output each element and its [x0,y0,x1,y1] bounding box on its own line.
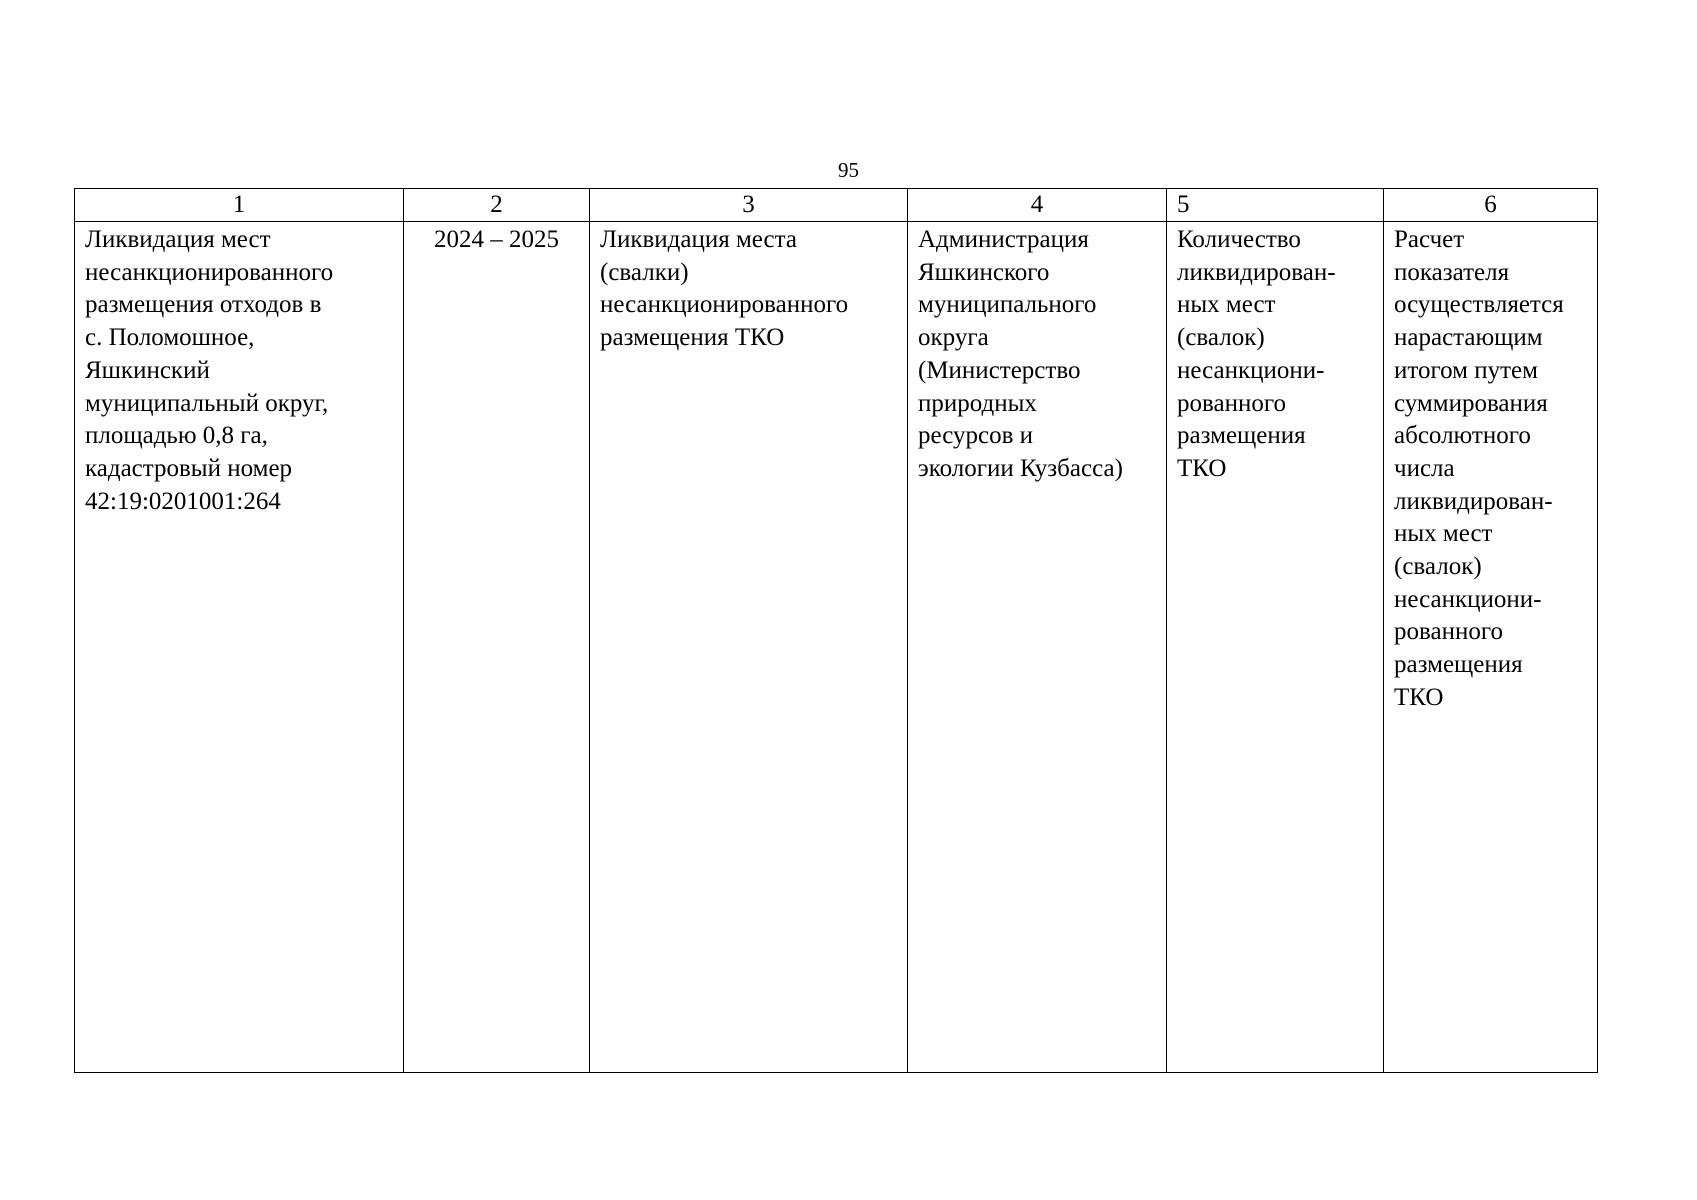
cell-line: нарастающим [1394,324,1543,352]
column-number-5: 5 [1167,189,1384,222]
cell-line: (свалки) [600,258,689,286]
cell-line: природных [918,389,1037,417]
cell-line: показателя [1394,258,1510,286]
cell-line: муниципального [918,291,1097,319]
cell-line: кадастровый номер [85,454,293,482]
column-number-1: 1 [75,189,404,222]
cell-line: размещения отходов в [85,291,322,319]
cell-line: Яшкинского [918,258,1050,286]
period-cell [404,222,590,1073]
cell-line: Ликвидация мест [85,226,271,253]
cell-line: размещения [1394,651,1523,679]
table-row [75,222,1598,1073]
cell-line: 2024 – 2025 [434,226,559,253]
calculation-method-cell [1384,222,1598,1073]
cell-line: ных мест [1394,520,1493,548]
cell-line: (Министерство [918,356,1081,384]
data-table [74,188,1598,1073]
cell-line: с. Поломошное, [85,324,255,352]
cell-line: ликвидирован- [1394,487,1553,515]
cell-line: (свалок) [1394,553,1482,581]
cell-line: Администрация [918,226,1089,253]
column-number-6: 6 [1384,189,1598,222]
cell-line: размещения ТКО [600,324,785,352]
result-cell [590,222,908,1073]
cell-line: рованного [1394,618,1503,646]
cell-line: числа [1394,454,1455,482]
cell-line: (свалок) [1177,324,1265,352]
table-header-row [75,189,1598,222]
cell-line: площадью 0,8 га, [85,422,268,450]
column-number-4: 4 [908,189,1167,222]
cell-line: Яшкинский [85,356,210,384]
cell-line: суммирования [1394,389,1548,417]
cell-line: 42:19:0201001:264 [85,487,281,515]
cell-line: размещения [1177,422,1306,450]
cell-line: несанкциони- [1394,585,1542,613]
cell-line: несанкционированного [85,258,334,286]
page-number: 95 [838,158,859,182]
cell-line: абсолютного [1394,422,1531,450]
cell-line: осуществляется [1394,291,1564,319]
cell-line: несанкционированного [600,291,849,319]
event-description-cell [75,222,404,1073]
responsible-cell [908,222,1167,1073]
cell-line: несанкциони- [1177,356,1325,384]
column-number-2: 2 [404,189,590,222]
cell-line: ных мест [1177,291,1276,319]
indicator-cell [1167,222,1384,1073]
cell-line: Количество [1177,226,1301,253]
cell-line: рованного [1177,389,1286,417]
cell-line: ресурсов и [918,422,1034,450]
cell-line: муниципальный округ, [85,389,329,417]
cell-line: экологии Кузбасса) [918,454,1123,482]
cell-line: итогом путем [1394,356,1538,384]
cell-line: Расчет [1394,226,1465,253]
cell-line: ликвидирован- [1177,258,1336,286]
cell-line: Ликвидация места [600,226,797,253]
cell-line: ТКО [1394,683,1444,711]
column-number-3: 3 [590,189,908,222]
cell-line: ТКО [1177,454,1227,482]
cell-line: округа [918,324,989,352]
